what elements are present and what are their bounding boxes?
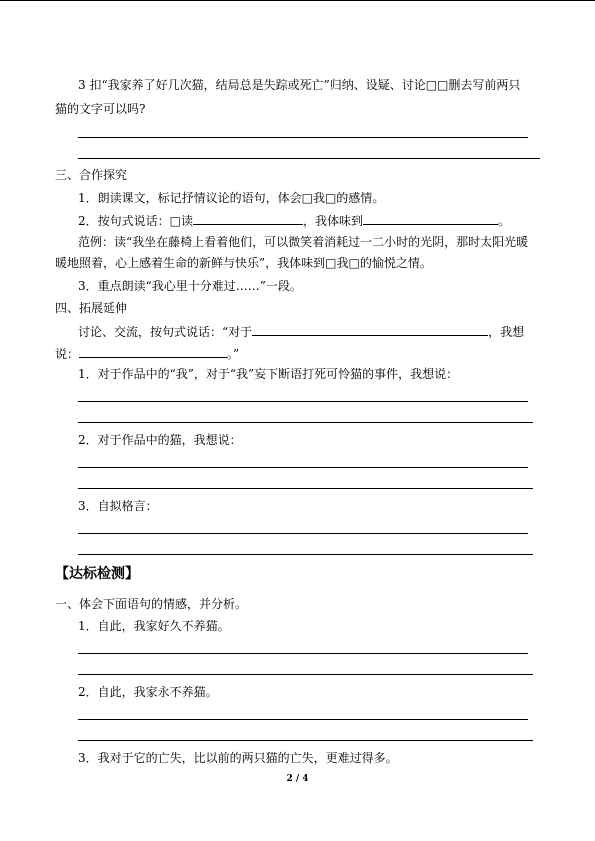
s3-item3: 3．重点朗读“我心里十分难过……”一段。 bbox=[78, 279, 302, 293]
answer-line[interactable] bbox=[78, 488, 533, 489]
s4-item2: 2．对于作品中的猫，我想说： bbox=[78, 433, 242, 447]
s3-item2 bbox=[78, 212, 510, 228]
page-number: 2 / 4 bbox=[286, 774, 309, 784]
s4-discuss-line2-end: 。” bbox=[227, 347, 240, 361]
fill-blank[interactable] bbox=[363, 212, 498, 225]
s3-example-line2: 暖地照着，心上感着生命的新鲜与快乐”，我体味到□我□的愉悦之情。 bbox=[55, 256, 432, 270]
answer-line[interactable] bbox=[78, 422, 533, 423]
assessment-item3: 3．我对于它的亡失，比以前的两只猫的亡失，更难过得多。 bbox=[78, 751, 398, 765]
assessment-item2: 2．自此，我家永不养猫。 bbox=[78, 685, 218, 699]
s4-discuss-prefix: 讨论、交流，按句式说话：“对于 bbox=[78, 325, 253, 339]
assessment-q1-title: 一、体会下面语句的情感，并分析。 bbox=[55, 597, 248, 611]
answer-line[interactable] bbox=[78, 533, 528, 534]
answer-line[interactable] bbox=[78, 653, 528, 654]
answer-line[interactable] bbox=[78, 719, 528, 720]
section-title-cooperative-inquiry: 三、合作探究 bbox=[55, 168, 128, 182]
q3-text-line2: 猫的文字可以吗? bbox=[55, 102, 146, 116]
s4-discuss-line2-prefix: 说： bbox=[55, 347, 80, 361]
s4-discuss-mid: ，我想 bbox=[488, 325, 525, 339]
s4-discuss-line2 bbox=[55, 345, 239, 361]
s3-example-line1: 范例：读“我坐在藤椅上看着他们，可以微笑着消耗过一二小时的光阴，那时太阳光暖 bbox=[78, 235, 529, 249]
s3-item2-mid: ，我体味到 bbox=[302, 214, 363, 228]
assessment-item1: 1．自此，我家好久不养猫。 bbox=[78, 619, 230, 633]
s3-item2-end: 。 bbox=[498, 214, 511, 228]
answer-line[interactable] bbox=[78, 467, 528, 468]
section-title-extension: 四、拓展延伸 bbox=[55, 301, 128, 315]
q3-text-line1: 3 扣“我家养了好几次猫，结局总是失踪或死亡”归纳、设疑、讨论□□删去写前两只 bbox=[78, 78, 521, 92]
answer-line[interactable] bbox=[78, 137, 528, 138]
s4-item3: 3．自拟格言： bbox=[78, 499, 158, 513]
answer-line[interactable] bbox=[78, 158, 540, 159]
page-top-rule bbox=[0, 0, 595, 1]
answer-line[interactable] bbox=[78, 554, 533, 555]
s3-item2-prefix: 2．按句式说话：□读 bbox=[78, 214, 193, 228]
assessment-heading: 【达标检测】 bbox=[55, 566, 139, 582]
fill-blank[interactable] bbox=[193, 212, 303, 225]
fill-blank[interactable] bbox=[79, 345, 227, 358]
s4-discuss-line1 bbox=[78, 323, 524, 339]
answer-line[interactable] bbox=[78, 674, 533, 675]
fill-blank[interactable] bbox=[252, 323, 488, 336]
answer-line[interactable] bbox=[78, 401, 528, 402]
answer-line[interactable] bbox=[78, 740, 533, 741]
s3-item1: 1．朗读课文，标记抒情议论的语句，体会□我□的感情。 bbox=[78, 191, 385, 205]
s4-item1: 1．对于作品中的“我”，对于“我”妄下断语打死可怜猫的事件，我想说： bbox=[78, 367, 459, 381]
